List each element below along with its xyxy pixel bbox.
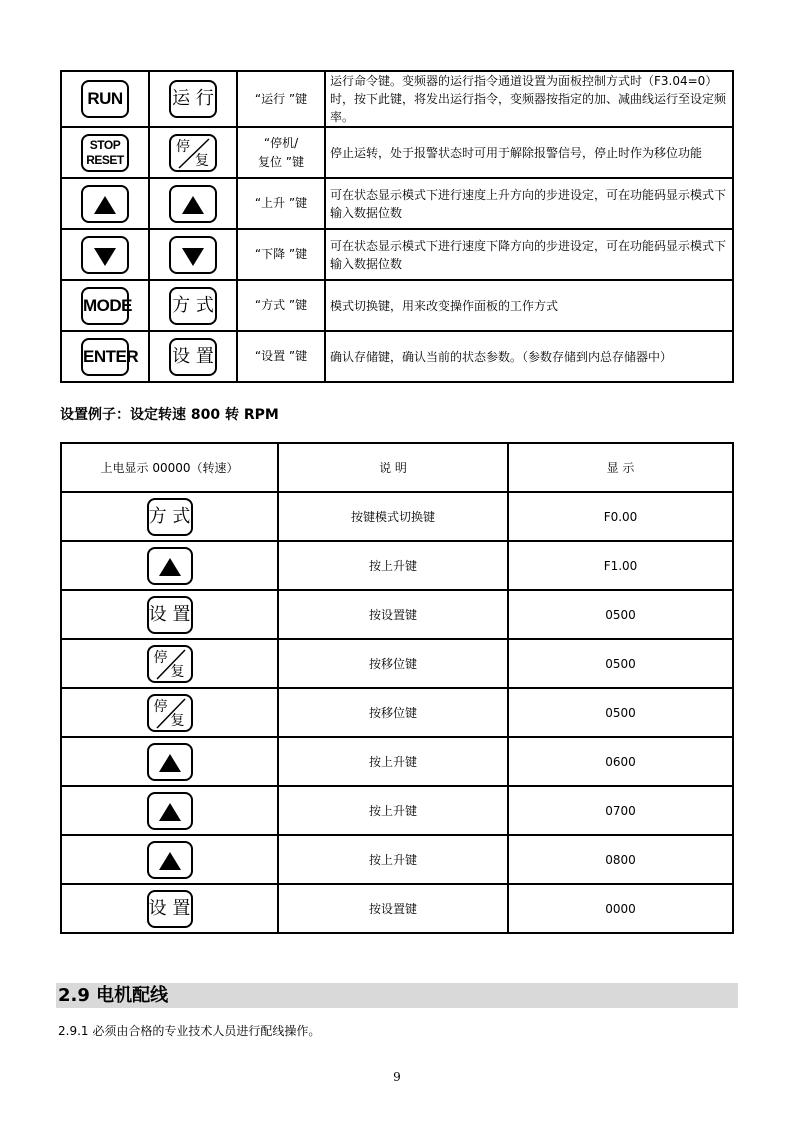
- key-description: 模式切换键，用来改变操作面板的工作方式: [325, 280, 733, 331]
- display-value: 0700: [508, 786, 733, 835]
- step-description: 按上升键: [278, 541, 508, 590]
- display-value: F0.00: [508, 492, 733, 541]
- run-key-zh: 运 行: [169, 80, 217, 118]
- section-heading: 2.9 电机配线: [56, 983, 738, 1008]
- key-description: 可在状态显示模式下进行速度上升方向的步进设定，可在功能码显示模式下输入数据位数: [325, 178, 733, 229]
- header-cell: 说 明: [278, 443, 508, 492]
- key-name: “运行 ”键: [237, 71, 325, 127]
- example-caption: 设置例子：设定转速 800 转 RPM: [60, 407, 279, 423]
- display-value: 0500: [508, 639, 733, 688]
- up-key-alt: [169, 185, 217, 223]
- triangle-up-icon: [159, 852, 181, 870]
- key-description: 可在状态显示模式下进行速度下降方向的步进设定，可在功能码显示模式下输入数据位数: [325, 229, 733, 280]
- step-description: 按上升键: [278, 835, 508, 884]
- header-cell: 上电显示 00000（转速）: [61, 443, 278, 492]
- triangle-up-icon: [159, 803, 181, 821]
- enter-key: ENTER: [81, 338, 129, 376]
- step-description: 按移位键: [278, 688, 508, 737]
- section-note: 2.9.1 必须由合格的专业技术人员进行配线操作。: [58, 1024, 321, 1038]
- up-key: [81, 185, 129, 223]
- enter-key-zh: 设 置: [147, 890, 193, 928]
- triangle-up-icon: [182, 196, 204, 214]
- mode-key-zh: 方 式: [147, 498, 193, 536]
- triangle-up-icon: [159, 754, 181, 772]
- mode-key: MODE: [81, 287, 129, 325]
- table-row: [61, 786, 733, 835]
- display-value: 0500: [508, 688, 733, 737]
- table-row: [61, 280, 733, 331]
- up-key: [147, 547, 193, 585]
- stop-reset-key-zh: 停 复: [147, 645, 193, 683]
- table-row: [61, 229, 733, 280]
- key-description: 运行命令键。变频器的运行指令通道设置为面板控制方式时（F3.04=0）时，按下此键，将发出运行指令，变频器按指定的加、减曲线运行至设定频率。: [325, 71, 733, 127]
- example-table: [60, 442, 734, 934]
- table-row: [61, 71, 733, 127]
- enter-key-zh: 设 置: [147, 596, 193, 634]
- enter-key-zh: 设 置: [169, 338, 217, 376]
- step-description: 按设置键: [278, 590, 508, 639]
- display-value: F1.00: [508, 541, 733, 590]
- display-value: 0600: [508, 737, 733, 786]
- key-function-table: [60, 70, 734, 383]
- key-name: “下降 ”键: [237, 229, 325, 280]
- table-row: [61, 331, 733, 382]
- table-row: [61, 178, 733, 229]
- table-row: [61, 737, 733, 786]
- up-key: [147, 841, 193, 879]
- key-description: 停止运转，处于报警状态时可用于解除报警信号，停止时作为移位功能: [325, 127, 733, 178]
- step-description: 按设置键: [278, 884, 508, 933]
- triangle-up-icon: [94, 196, 116, 214]
- up-key: [147, 743, 193, 781]
- step-description: 按上升键: [278, 786, 508, 835]
- stop-reset-key-zh: 停 复: [147, 694, 193, 732]
- triangle-up-icon: [159, 558, 181, 576]
- display-value: 0500: [508, 590, 733, 639]
- step-description: 按上升键: [278, 737, 508, 786]
- up-key: [147, 792, 193, 830]
- stop-reset-key: STOP RESET: [81, 134, 129, 172]
- table-row: [61, 590, 733, 639]
- table-row: [61, 835, 733, 884]
- display-value: 0800: [508, 835, 733, 884]
- table-row: [61, 639, 733, 688]
- down-key-alt: [169, 236, 217, 274]
- table-row: [61, 688, 733, 737]
- key-name: “方式 ”键: [237, 280, 325, 331]
- step-description: 按移位键: [278, 639, 508, 688]
- key-description: 确认存储键，确认当前的状态参数。（参数存储到内总存储器中）: [325, 331, 733, 382]
- page-number: 9: [393, 1070, 401, 1084]
- header-cell: 显 示: [508, 443, 733, 492]
- run-key: RUN: [81, 80, 129, 118]
- down-key: [81, 236, 129, 274]
- key-name: “停机/ 复位 ”键: [237, 127, 325, 178]
- key-name: “设置 ”键: [237, 331, 325, 382]
- table-row: [61, 492, 733, 541]
- table-row: [61, 541, 733, 590]
- stop-reset-key-zh: 停 复: [169, 134, 217, 172]
- triangle-down-icon: [182, 248, 204, 266]
- table-row: [61, 884, 733, 933]
- table-header-row: [61, 443, 733, 492]
- table-row: [61, 127, 733, 178]
- key-name: “上升 ”键: [237, 178, 325, 229]
- triangle-down-icon: [94, 248, 116, 266]
- step-description: 按键模式切换键: [278, 492, 508, 541]
- mode-key-zh: 方 式: [169, 287, 217, 325]
- display-value: 0000: [508, 884, 733, 933]
